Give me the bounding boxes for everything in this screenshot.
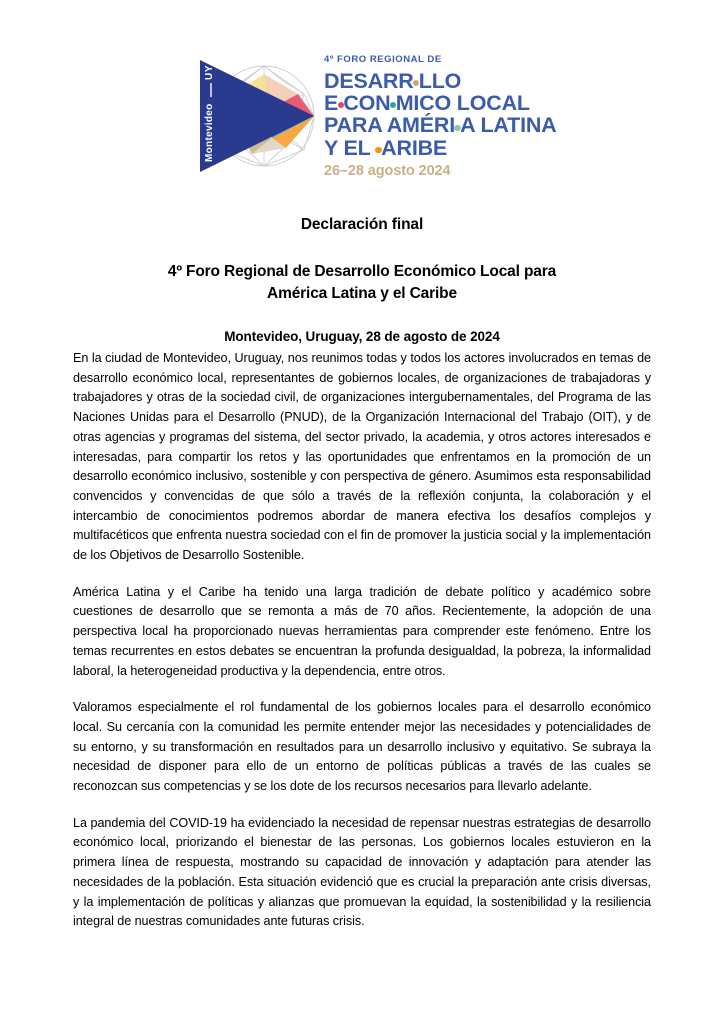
document-headings: [73, 216, 651, 345]
logo-line2-part-a: E: [324, 90, 339, 115]
document-subtitle-line1: 4º Foro Regional de Desarrollo Económico Local para: [167, 262, 557, 280]
montevideo-triangle: [200, 60, 314, 172]
logo-line-4: [324, 137, 546, 159]
logo-line1-part-b: LLO: [418, 68, 462, 93]
logo-kicker: 4º FORO REGIONAL DE: [324, 54, 442, 65]
logo-text-block: [324, 44, 557, 180]
logo-mark-graphic: [186, 50, 332, 182]
document-body: [73, 349, 651, 932]
logo-line3-part-a: PARA AMÉRI: [324, 113, 455, 138]
montevideo-label: Montevideo: [204, 103, 215, 162]
logo-event-date: 26–28 agosto 2024: [324, 163, 451, 180]
logo-line2-part-b: CON: [343, 90, 391, 115]
body-paragraph: Valoramos especialmente el rol fundamental de los gobiernos locales para el desarrollo económico local. Su cercanía con la comunidad les permite entender mejor las necesidades y potencialidades de su entorno, y su transformación en resultados para un desarrollo inclusivo y equitativo. Se subraya la necesidad de disponer para ello de un entorno de políticas públicas a través de las cuales se reconozcan sus competencias y se los dote de los recursos necesarios para llevarlo adelante.: [73, 700, 651, 794]
place-and-date: Montevideo, Uruguay, 28 de agosto de 2024: [224, 328, 500, 344]
logo-line-3: [324, 113, 557, 138]
logo-line2-part-c: MICO LOCAL: [395, 90, 530, 115]
logo-line-2: [324, 92, 546, 114]
document-subtitle-line2: América Latina y el Caribe: [267, 284, 457, 302]
event-logo: [186, 44, 557, 184]
logo-line4-part-b: ARIBE: [381, 135, 448, 160]
logo-line4-part-a: Y EL: [324, 135, 376, 160]
logo-line1-part-a: DESARR: [324, 68, 414, 93]
logo-line-1: [324, 70, 546, 92]
body-paragraph: En la ciudad de Montevideo, Uruguay, nos reunimos todas y todos los actores involucrados en temas de desarrollo económico local, representantes de gobiernos locales, de organizaciones de trabajadoras y trabajadores y otras de la sociedad civil, de organizaciones intergubernamentales, del Programa de las Naciones Unidas para el Desarrollo (PNUD), de la Organización Internacional del Trabajo (OIT), y de otras agencias y programas del sistema, del sector privado, la academia, y otros actores interesados e interesadas, para compartir los retos y las oportunidades que enfrentamos en la promoción de un desarrollo económico inclusivo, sostenible y con perspectiva de género. Asumimos esta responsabilidad convencidos y convencidas de que sólo a través de la reflexión conjunta, la colaboración y el intercambio de conocimientos podremos abordar de manera efectiva los desafíos complejos y multifacéticos que enfrenta nuestra sociedad con el fin de promover la justicia social y la implementación de los Objetivos de Desarrollo Sostenible.: [73, 351, 651, 563]
body-paragraph: América Latina y el Caribe ha tenido una larga tradición de debate político y académico sobre cuestiones de desarrollo que se remonta a más de 70 años. Recientemente, la adopción de una perspectiva local ha proporcionado nuevas herramientas para comprender este fenómeno. Entre los temas recurrentes en estos debates se encuentran la profunda desigualdad, la pobreza, la informalidad laboral, la heterogeneidad productiva y la dependencia, entre otros.: [73, 584, 651, 678]
document-subtitle: [73, 261, 651, 305]
uy-label: UY: [204, 64, 215, 80]
page-title: Declaración final: [300, 216, 424, 233]
body-paragraph: La pandemia del COVID-19 ha evidenciado la necesidad de repensar nuestras estrategias de desarrollo económico local, priorizando el bienestar de las personas. Los gobiernos locales estuvieron en la primera línea de respuesta, mostrando su capacidad de innovación y adaptación para atender las necesidades de la población. Esta situación evidenció que es crucial la preparación ante crisis diversas, y la implementación de políticas y alianzas que promuevan la equidad, la sostenibilidad y la resiliencia integral de nuestras comunidades ante futuras crisis.: [73, 815, 651, 929]
logo-wordmark: [324, 68, 557, 160]
logo-line3-part-b: A LATINA: [460, 113, 557, 138]
